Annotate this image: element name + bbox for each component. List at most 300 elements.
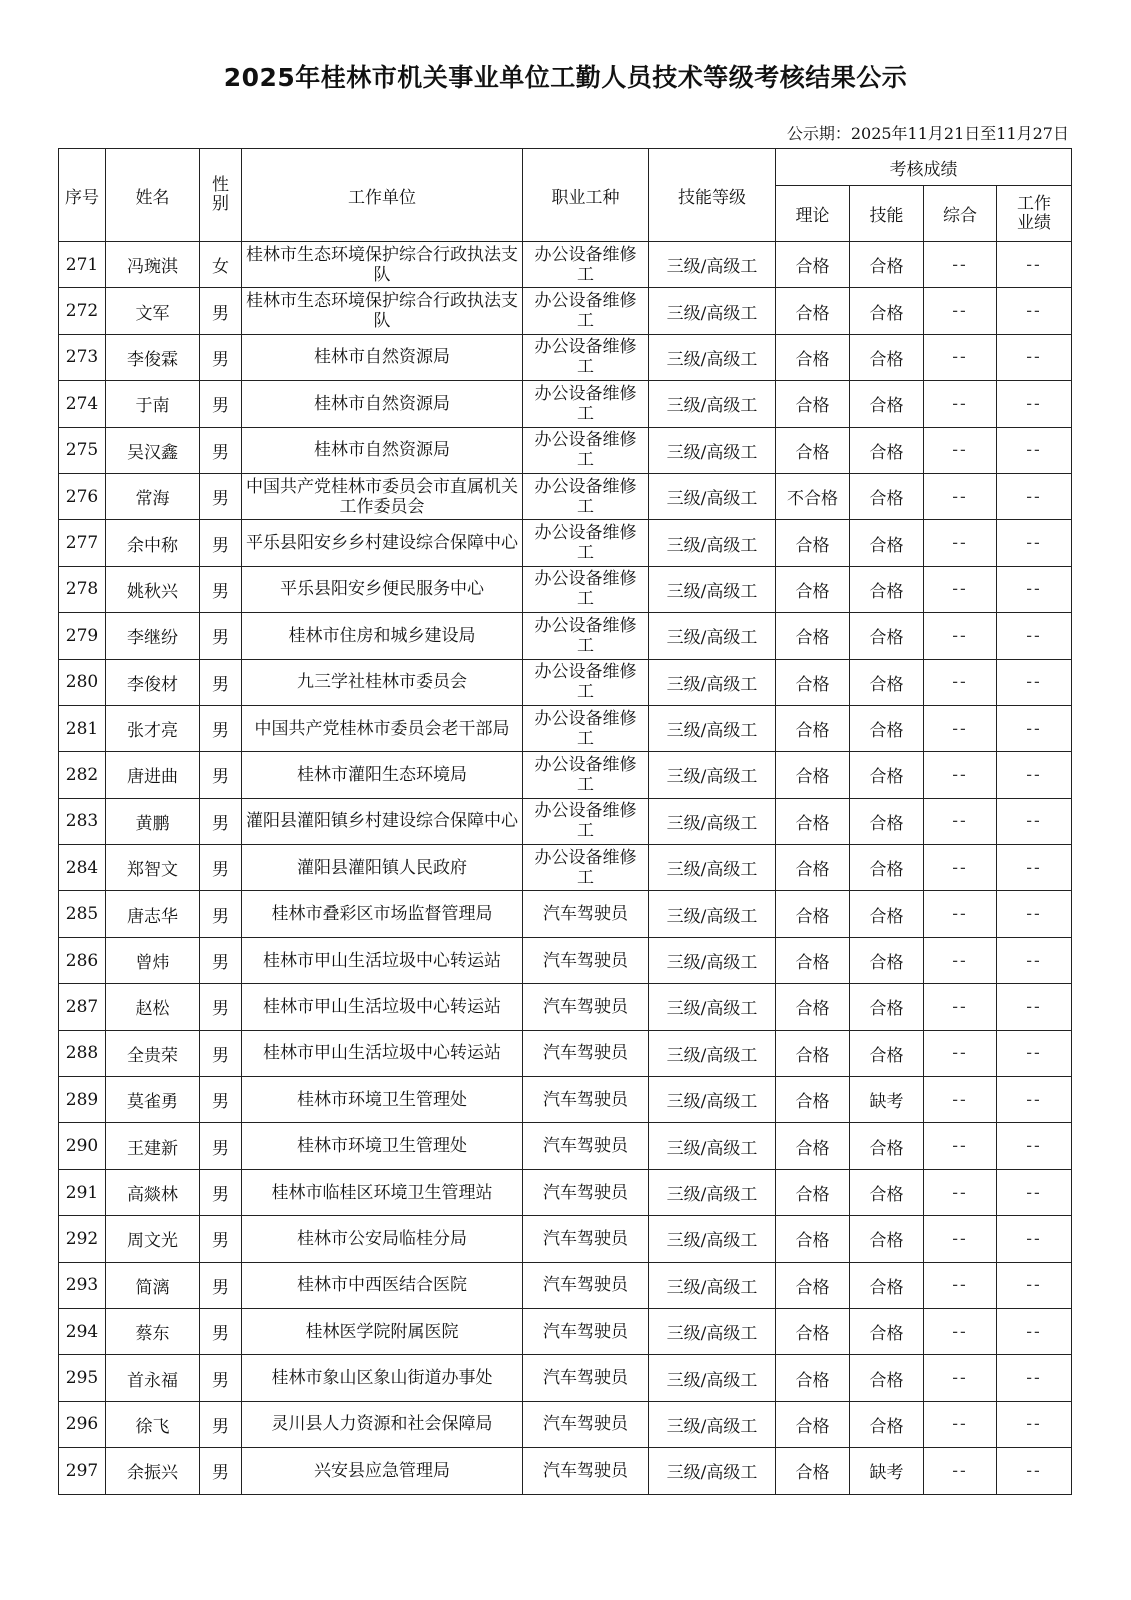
cell-gender: 男 xyxy=(200,427,242,473)
cell-overall: -- xyxy=(924,1401,997,1447)
cell-gender: 男 xyxy=(200,613,242,659)
cell-job: 汽车驾驶员 xyxy=(523,1262,649,1308)
cell-performance: -- xyxy=(997,1401,1072,1447)
cell-name: 唐进曲 xyxy=(106,752,200,798)
cell-skill: 合格 xyxy=(850,798,924,844)
cell-overall: -- xyxy=(924,937,997,983)
cell-performance: -- xyxy=(997,1169,1072,1215)
cell-name: 莫雀勇 xyxy=(106,1077,200,1123)
cell-overall: -- xyxy=(924,1216,997,1262)
cell-unit: 桂林市中西医结合医院 xyxy=(242,1262,523,1308)
table-row xyxy=(59,1308,1072,1354)
cell-performance: -- xyxy=(997,752,1072,798)
cell-theory: 合格 xyxy=(776,937,850,983)
cell-level: 三级/高级工 xyxy=(649,242,776,288)
cell-seq: 291 xyxy=(59,1169,106,1215)
cell-job: 汽车驾驶员 xyxy=(523,937,649,983)
table-row xyxy=(59,937,1072,983)
cell-level: 三级/高级工 xyxy=(649,752,776,798)
cell-seq: 272 xyxy=(59,288,106,334)
table-row xyxy=(59,613,1072,659)
header-performance: 工作业绩 xyxy=(997,186,1072,242)
cell-overall: -- xyxy=(924,1262,997,1308)
cell-performance: -- xyxy=(997,1077,1072,1123)
cell-skill: 合格 xyxy=(850,288,924,334)
cell-overall: -- xyxy=(924,381,997,427)
cell-name: 常海 xyxy=(106,473,200,519)
cell-job: 办公设备维修工 xyxy=(523,613,649,659)
cell-unit: 桂林市环境卫生管理处 xyxy=(242,1077,523,1123)
table-row xyxy=(59,1123,1072,1169)
cell-unit: 中国共产党桂林市委员会市直属机关工作委员会 xyxy=(242,473,523,519)
cell-seq: 292 xyxy=(59,1216,106,1262)
cell-skill: 缺考 xyxy=(850,1077,924,1123)
cell-skill: 合格 xyxy=(850,613,924,659)
cell-performance: -- xyxy=(997,984,1072,1030)
table-row xyxy=(59,473,1072,519)
cell-gender: 男 xyxy=(200,705,242,751)
cell-seq: 295 xyxy=(59,1355,106,1401)
cell-level: 三级/高级工 xyxy=(649,1077,776,1123)
cell-gender: 男 xyxy=(200,1077,242,1123)
cell-unit: 九三学社桂林市委员会 xyxy=(242,659,523,705)
header-skill: 技能 xyxy=(850,186,924,242)
cell-level: 三级/高级工 xyxy=(649,984,776,1030)
cell-seq: 287 xyxy=(59,984,106,1030)
cell-level: 三级/高级工 xyxy=(649,1308,776,1354)
cell-job: 汽车驾驶员 xyxy=(523,984,649,1030)
header-level: 技能等级 xyxy=(649,149,776,242)
cell-overall: -- xyxy=(924,752,997,798)
cell-gender: 男 xyxy=(200,381,242,427)
cell-skill: 合格 xyxy=(850,1308,924,1354)
cell-theory: 合格 xyxy=(776,1262,850,1308)
cell-unit: 桂林市叠彩区市场监督管理局 xyxy=(242,891,523,937)
cell-unit: 桂林市环境卫生管理处 xyxy=(242,1123,523,1169)
cell-performance: -- xyxy=(997,381,1072,427)
cell-job: 办公设备维修工 xyxy=(523,705,649,751)
cell-gender: 男 xyxy=(200,1030,242,1076)
cell-name: 高燚林 xyxy=(106,1169,200,1215)
cell-gender: 男 xyxy=(200,891,242,937)
table-row xyxy=(59,1216,1072,1262)
cell-overall: -- xyxy=(924,520,997,566)
cell-skill: 合格 xyxy=(850,334,924,380)
cell-theory: 合格 xyxy=(776,1216,850,1262)
cell-level: 三级/高级工 xyxy=(649,705,776,751)
cell-level: 三级/高级工 xyxy=(649,1262,776,1308)
cell-unit: 桂林市甲山生活垃圾中心转运站 xyxy=(242,937,523,983)
cell-performance: -- xyxy=(997,334,1072,380)
cell-job: 办公设备维修工 xyxy=(523,334,649,380)
cell-seq: 284 xyxy=(59,845,106,891)
cell-seq: 297 xyxy=(59,1448,106,1494)
cell-name: 郑智文 xyxy=(106,845,200,891)
cell-unit: 桂林市甲山生活垃圾中心转运站 xyxy=(242,1030,523,1076)
cell-theory: 合格 xyxy=(776,242,850,288)
cell-name: 曾炜 xyxy=(106,937,200,983)
cell-overall: -- xyxy=(924,613,997,659)
cell-seq: 283 xyxy=(59,798,106,844)
cell-overall: -- xyxy=(924,1123,997,1169)
cell-overall: -- xyxy=(924,566,997,612)
cell-gender: 男 xyxy=(200,334,242,380)
cell-unit: 桂林市公安局临桂分局 xyxy=(242,1216,523,1262)
cell-job: 汽车驾驶员 xyxy=(523,891,649,937)
cell-gender: 男 xyxy=(200,659,242,705)
cell-theory: 合格 xyxy=(776,1448,850,1494)
cell-name: 首永福 xyxy=(106,1355,200,1401)
cell-job: 汽车驾驶员 xyxy=(523,1308,649,1354)
cell-skill: 合格 xyxy=(850,1169,924,1215)
cell-performance: -- xyxy=(997,242,1072,288)
cell-name: 徐飞 xyxy=(106,1401,200,1447)
table-row xyxy=(59,1401,1072,1447)
cell-seq: 274 xyxy=(59,381,106,427)
cell-level: 三级/高级工 xyxy=(649,1401,776,1447)
table-row xyxy=(59,381,1072,427)
cell-level: 三级/高级工 xyxy=(649,1448,776,1494)
cell-level: 三级/高级工 xyxy=(649,659,776,705)
cell-gender: 男 xyxy=(200,1262,242,1308)
cell-name: 李俊霖 xyxy=(106,334,200,380)
cell-gender: 男 xyxy=(200,1308,242,1354)
cell-gender: 男 xyxy=(200,752,242,798)
cell-unit: 桂林市住房和城乡建设局 xyxy=(242,613,523,659)
cell-gender: 男 xyxy=(200,1216,242,1262)
cell-unit: 桂林市自然资源局 xyxy=(242,427,523,473)
cell-performance: -- xyxy=(997,566,1072,612)
cell-level: 三级/高级工 xyxy=(649,427,776,473)
cell-performance: -- xyxy=(997,798,1072,844)
header-overall: 综合 xyxy=(924,186,997,242)
table-row xyxy=(59,845,1072,891)
cell-theory: 合格 xyxy=(776,798,850,844)
cell-level: 三级/高级工 xyxy=(649,798,776,844)
cell-skill: 缺考 xyxy=(850,1448,924,1494)
cell-theory: 合格 xyxy=(776,659,850,705)
cell-job: 办公设备维修工 xyxy=(523,659,649,705)
cell-unit: 桂林市生态环境保护综合行政执法支队 xyxy=(242,242,523,288)
cell-performance: -- xyxy=(997,288,1072,334)
table-row xyxy=(59,752,1072,798)
page-title: 2025年桂林市机关事业单位工勤人员技术等级考核结果公示 xyxy=(223,63,908,92)
cell-performance: -- xyxy=(997,845,1072,891)
cell-name: 张才亮 xyxy=(106,705,200,751)
cell-job: 办公设备维修工 xyxy=(523,427,649,473)
cell-level: 三级/高级工 xyxy=(649,288,776,334)
table-row xyxy=(59,1077,1072,1123)
cell-name: 周文光 xyxy=(106,1216,200,1262)
cell-skill: 合格 xyxy=(850,473,924,519)
cell-overall: -- xyxy=(924,242,997,288)
cell-level: 三级/高级工 xyxy=(649,845,776,891)
cell-seq: 296 xyxy=(59,1401,106,1447)
cell-skill: 合格 xyxy=(850,845,924,891)
cell-name: 吴汉鑫 xyxy=(106,427,200,473)
table-row xyxy=(59,334,1072,380)
cell-overall: -- xyxy=(924,798,997,844)
cell-unit: 灌阳县灌阳镇乡村建设综合保障中心 xyxy=(242,798,523,844)
cell-theory: 合格 xyxy=(776,1401,850,1447)
cell-gender: 男 xyxy=(200,798,242,844)
table-row xyxy=(59,984,1072,1030)
table-row xyxy=(59,566,1072,612)
cell-name: 唐志华 xyxy=(106,891,200,937)
table-row xyxy=(59,1030,1072,1076)
cell-overall: -- xyxy=(924,1308,997,1354)
cell-name: 于南 xyxy=(106,381,200,427)
cell-level: 三级/高级工 xyxy=(649,566,776,612)
cell-gender: 男 xyxy=(200,1123,242,1169)
cell-gender: 男 xyxy=(200,1355,242,1401)
cell-theory: 合格 xyxy=(776,1030,850,1076)
cell-theory: 合格 xyxy=(776,288,850,334)
cell-gender: 男 xyxy=(200,1401,242,1447)
cell-performance: -- xyxy=(997,1123,1072,1169)
cell-theory: 合格 xyxy=(776,891,850,937)
cell-performance: -- xyxy=(997,613,1072,659)
cell-unit: 灌阳县灌阳镇人民政府 xyxy=(242,845,523,891)
cell-name: 黄鹏 xyxy=(106,798,200,844)
cell-overall: -- xyxy=(924,288,997,334)
cell-performance: -- xyxy=(997,937,1072,983)
cell-overall: -- xyxy=(924,427,997,473)
cell-unit: 桂林市灌阳生态环境局 xyxy=(242,752,523,798)
cell-job: 汽车驾驶员 xyxy=(523,1123,649,1169)
cell-theory: 合格 xyxy=(776,1308,850,1354)
cell-job: 汽车驾驶员 xyxy=(523,1030,649,1076)
cell-level: 三级/高级工 xyxy=(649,1355,776,1401)
cell-performance: -- xyxy=(997,705,1072,751)
cell-job: 办公设备维修工 xyxy=(523,752,649,798)
cell-unit: 桂林市生态环境保护综合行政执法支队 xyxy=(242,288,523,334)
cell-theory: 合格 xyxy=(776,845,850,891)
cell-seq: 271 xyxy=(59,242,106,288)
cell-theory: 合格 xyxy=(776,752,850,798)
cell-skill: 合格 xyxy=(850,1262,924,1308)
cell-name: 李继纷 xyxy=(106,613,200,659)
cell-skill: 合格 xyxy=(850,427,924,473)
cell-overall: -- xyxy=(924,845,997,891)
table-body xyxy=(59,242,1072,1495)
cell-overall: -- xyxy=(924,1448,997,1494)
cell-performance: -- xyxy=(997,891,1072,937)
cell-theory: 合格 xyxy=(776,427,850,473)
cell-job: 办公设备维修工 xyxy=(523,566,649,612)
cell-overall: -- xyxy=(924,1030,997,1076)
cell-skill: 合格 xyxy=(850,659,924,705)
results-table xyxy=(58,148,1072,1495)
cell-seq: 294 xyxy=(59,1308,106,1354)
header-unit: 工作单位 xyxy=(242,149,523,242)
cell-seq: 276 xyxy=(59,473,106,519)
cell-seq: 281 xyxy=(59,705,106,751)
cell-skill: 合格 xyxy=(850,1030,924,1076)
cell-seq: 290 xyxy=(59,1123,106,1169)
cell-seq: 279 xyxy=(59,613,106,659)
cell-unit: 桂林医学院附属医院 xyxy=(242,1308,523,1354)
cell-name: 简漓 xyxy=(106,1262,200,1308)
cell-performance: -- xyxy=(997,1448,1072,1494)
table-row xyxy=(59,1169,1072,1215)
cell-seq: 278 xyxy=(59,566,106,612)
cell-gender: 男 xyxy=(200,984,242,1030)
table-row xyxy=(59,520,1072,566)
cell-performance: -- xyxy=(997,1262,1072,1308)
cell-seq: 288 xyxy=(59,1030,106,1076)
cell-performance: -- xyxy=(997,1308,1072,1354)
cell-seq: 277 xyxy=(59,520,106,566)
cell-name: 文军 xyxy=(106,288,200,334)
cell-unit: 灵川县人力资源和社会保障局 xyxy=(242,1401,523,1447)
cell-level: 三级/高级工 xyxy=(649,520,776,566)
cell-level: 三级/高级工 xyxy=(649,1216,776,1262)
cell-name: 李俊材 xyxy=(106,659,200,705)
header-scores-group: 考核成绩 xyxy=(776,149,1072,186)
cell-skill: 合格 xyxy=(850,984,924,1030)
table-row xyxy=(59,798,1072,844)
cell-gender: 男 xyxy=(200,1169,242,1215)
cell-seq: 289 xyxy=(59,1077,106,1123)
cell-skill: 合格 xyxy=(850,705,924,751)
cell-unit: 桂林市自然资源局 xyxy=(242,334,523,380)
table-row xyxy=(59,659,1072,705)
cell-performance: -- xyxy=(997,520,1072,566)
cell-performance: -- xyxy=(997,1216,1072,1262)
table-row xyxy=(59,1355,1072,1401)
cell-seq: 275 xyxy=(59,427,106,473)
cell-gender: 男 xyxy=(200,1448,242,1494)
cell-gender: 男 xyxy=(200,937,242,983)
cell-gender: 男 xyxy=(200,288,242,334)
cell-performance: -- xyxy=(997,1355,1072,1401)
cell-skill: 合格 xyxy=(850,566,924,612)
cell-level: 三级/高级工 xyxy=(649,1030,776,1076)
header-gender: 性别 xyxy=(200,149,242,242)
cell-job: 办公设备维修工 xyxy=(523,798,649,844)
cell-job: 办公设备维修工 xyxy=(523,242,649,288)
cell-unit: 桂林市自然资源局 xyxy=(242,381,523,427)
cell-level: 三级/高级工 xyxy=(649,334,776,380)
cell-seq: 286 xyxy=(59,937,106,983)
header-name: 姓名 xyxy=(106,149,200,242)
cell-name: 姚秋兴 xyxy=(106,566,200,612)
cell-job: 汽车驾驶员 xyxy=(523,1077,649,1123)
table-row xyxy=(59,288,1072,334)
cell-theory: 合格 xyxy=(776,1077,850,1123)
cell-skill: 合格 xyxy=(850,891,924,937)
cell-job: 办公设备维修工 xyxy=(523,520,649,566)
cell-skill: 合格 xyxy=(850,520,924,566)
cell-gender: 男 xyxy=(200,845,242,891)
cell-theory: 合格 xyxy=(776,705,850,751)
cell-seq: 280 xyxy=(59,659,106,705)
cell-job: 办公设备维修工 xyxy=(523,381,649,427)
cell-name: 蔡东 xyxy=(106,1308,200,1354)
cell-job: 汽车驾驶员 xyxy=(523,1169,649,1215)
cell-unit: 兴安县应急管理局 xyxy=(242,1448,523,1494)
cell-theory: 合格 xyxy=(776,1169,850,1215)
cell-seq: 285 xyxy=(59,891,106,937)
cell-job: 汽车驾驶员 xyxy=(523,1355,649,1401)
cell-overall: -- xyxy=(924,984,997,1030)
cell-unit: 桂林市临桂区环境卫生管理站 xyxy=(242,1169,523,1215)
cell-performance: -- xyxy=(997,473,1072,519)
table-row xyxy=(59,705,1072,751)
cell-overall: -- xyxy=(924,1077,997,1123)
cell-job: 汽车驾驶员 xyxy=(523,1401,649,1447)
cell-theory: 合格 xyxy=(776,381,850,427)
cell-theory: 合格 xyxy=(776,1123,850,1169)
header-seq: 序号 xyxy=(59,149,106,242)
cell-name: 余中称 xyxy=(106,520,200,566)
table-row xyxy=(59,891,1072,937)
cell-overall: -- xyxy=(924,891,997,937)
header-job: 职业工种 xyxy=(523,149,649,242)
cell-skill: 合格 xyxy=(850,1401,924,1447)
cell-theory: 合格 xyxy=(776,566,850,612)
cell-level: 三级/高级工 xyxy=(649,891,776,937)
cell-gender: 女 xyxy=(200,242,242,288)
cell-level: 三级/高级工 xyxy=(649,473,776,519)
cell-unit: 平乐县阳安乡乡村建设综合保障中心 xyxy=(242,520,523,566)
cell-overall: -- xyxy=(924,473,997,519)
cell-gender: 男 xyxy=(200,473,242,519)
cell-seq: 293 xyxy=(59,1262,106,1308)
cell-skill: 合格 xyxy=(850,1123,924,1169)
cell-job: 办公设备维修工 xyxy=(523,845,649,891)
table-row xyxy=(59,1448,1072,1494)
cell-theory: 合格 xyxy=(776,984,850,1030)
cell-seq: 273 xyxy=(59,334,106,380)
cell-unit: 桂林市甲山生活垃圾中心转运站 xyxy=(242,984,523,1030)
cell-level: 三级/高级工 xyxy=(649,937,776,983)
cell-level: 三级/高级工 xyxy=(649,613,776,659)
cell-skill: 合格 xyxy=(850,1216,924,1262)
cell-skill: 合格 xyxy=(850,752,924,798)
cell-job: 办公设备维修工 xyxy=(523,288,649,334)
table-row xyxy=(59,242,1072,288)
cell-theory: 合格 xyxy=(776,1355,850,1401)
publication-period: 公示期：2025年11月21日至11月27日 xyxy=(786,124,1069,143)
cell-unit: 平乐县阳安乡便民服务中心 xyxy=(242,566,523,612)
table-row xyxy=(59,1262,1072,1308)
cell-job: 汽车驾驶员 xyxy=(523,1448,649,1494)
cell-performance: -- xyxy=(997,427,1072,473)
cell-gender: 男 xyxy=(200,520,242,566)
cell-overall: -- xyxy=(924,1355,997,1401)
cell-performance: -- xyxy=(997,659,1072,705)
cell-name: 赵松 xyxy=(106,984,200,1030)
cell-name: 全贵荣 xyxy=(106,1030,200,1076)
cell-skill: 合格 xyxy=(850,381,924,427)
cell-level: 三级/高级工 xyxy=(649,1123,776,1169)
cell-unit: 桂林市象山区象山街道办事处 xyxy=(242,1355,523,1401)
cell-job: 汽车驾驶员 xyxy=(523,1216,649,1262)
cell-skill: 合格 xyxy=(850,937,924,983)
cell-level: 三级/高级工 xyxy=(649,1169,776,1215)
cell-unit: 中国共产党桂林市委员会老干部局 xyxy=(242,705,523,751)
cell-job: 办公设备维修工 xyxy=(523,473,649,519)
cell-theory: 合格 xyxy=(776,613,850,659)
table-row xyxy=(59,427,1072,473)
cell-level: 三级/高级工 xyxy=(649,381,776,427)
header-theory: 理论 xyxy=(776,186,850,242)
cell-skill: 合格 xyxy=(850,1355,924,1401)
cell-theory: 不合格 xyxy=(776,473,850,519)
cell-performance: -- xyxy=(997,1030,1072,1076)
